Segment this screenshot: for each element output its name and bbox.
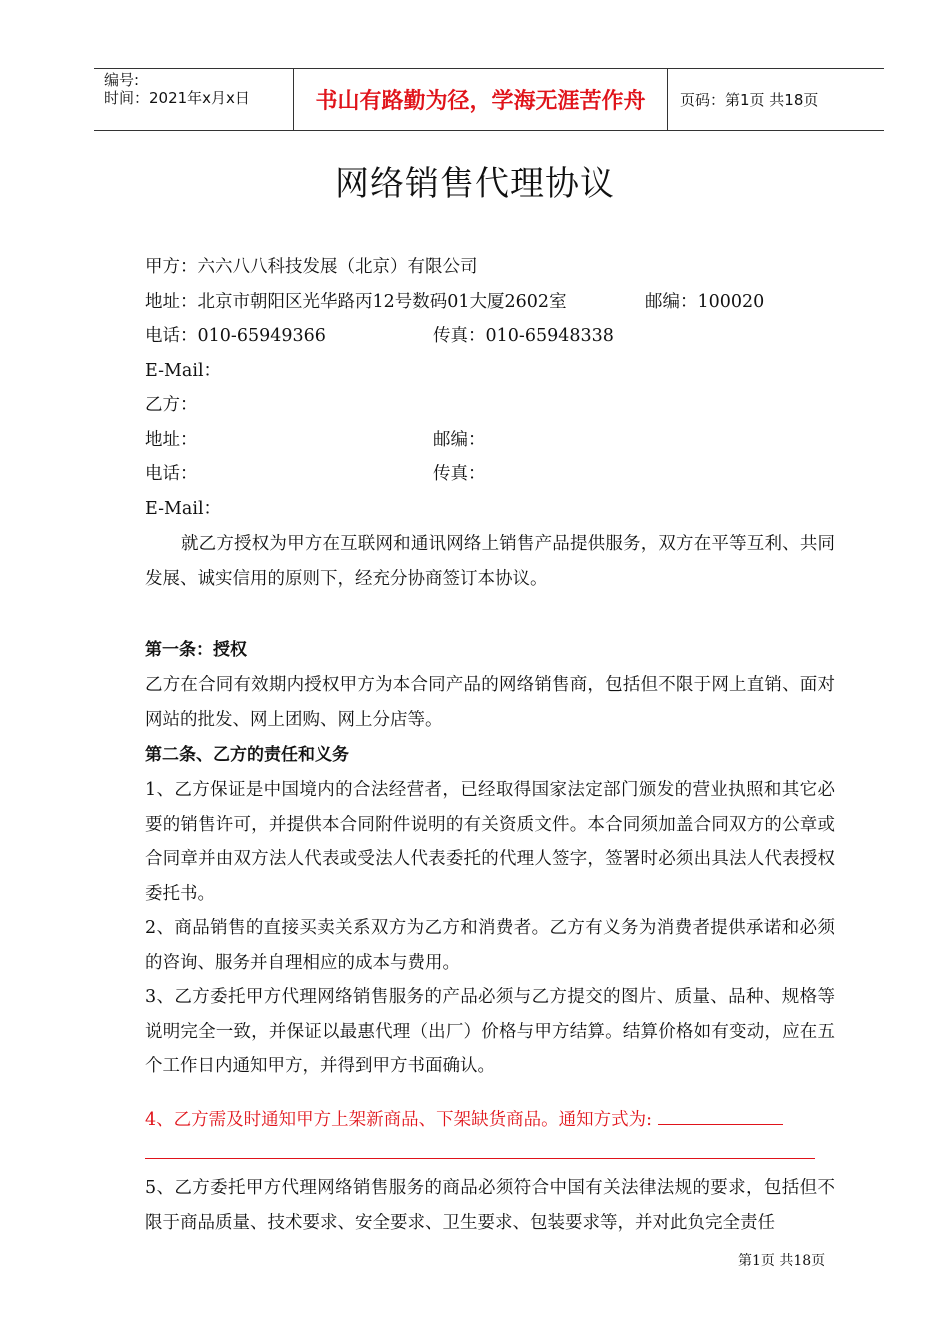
article2-item3: 3、乙方委托甲方代理网络销售服务的产品必须与乙方提交的图片、质量、品种、规格等说明完全一致，并保证以最惠代理（出厂）价格与甲方结算。结算价格如有变动，应在五个工作日内通知甲方，并得到甲方书面确认。 xyxy=(145,987,835,1076)
header-page-info: 页码：第1页 共18页 xyxy=(680,91,819,109)
notice-method-blank[interactable] xyxy=(658,1106,783,1125)
party-b-name: 乙方： xyxy=(145,395,198,415)
time-label: 时间：2021年x月x日 xyxy=(104,89,250,107)
party-a-contact-row xyxy=(145,319,845,354)
article2-item5: 5、乙方委托甲方代理网络销售服务的商品必须符合中国有关法律法规的要求，包括但不限于商品质量、技术要求、安全要求、卫生要求、包装要求等，并对此负完全责任 xyxy=(145,1178,835,1233)
article2-item1: 1、乙方保证是中国境内的合法经营者，已经取得国家法定部门颁发的营业执照和其它必要的销售许可，并提供本合同附件说明的有关资质文件。本合同须加盖合同双方的公章或合同章并由双方法人代表或受法人代表委托的代理人签字，签署时必须出具法人代表授权委托书。 xyxy=(145,780,835,904)
party-b-email: E-Mail： xyxy=(145,498,222,519)
article2-item4: 4、乙方需及时通知甲方上架新商品、下架缺货商品。通知方式为: xyxy=(145,1110,653,1130)
article1-heading: 第一条：授权 xyxy=(145,640,247,660)
article2-item2: 2、商品销售的直接买卖关系双方为乙方和消费者。乙方有义务为消费者提供承诺和必须的咨询、服务并自理相应的成本与费用。 xyxy=(145,918,835,973)
header-motto: 书山有路勤为径，学海无涯苦作舟 xyxy=(294,69,668,130)
intro-paragraph: 就乙方授权为甲方在互联网和通讯网络上销售产品提供服务，双方在平等互利、共同发展、诚实信用的原则下，经充分协商签订本协议。 xyxy=(145,534,835,589)
document-title: 网络销售代理协议 xyxy=(335,164,615,204)
article1-text: 乙方在合同有效期内授权甲方为本合同产品的网络销售商，包括但不限于网上直销、面对网站的批发、网上团购、网上分店等。 xyxy=(145,675,835,730)
party-a-email: E-Mail： xyxy=(145,360,222,381)
parties-block xyxy=(145,250,845,526)
party-b-phone: 电话： xyxy=(145,464,198,484)
article2-heading: 第二条、乙方的责任和义务 xyxy=(145,745,349,765)
page-header xyxy=(94,68,884,131)
party-a-name: 甲方：六六八八科技发展（北京）有限公司 xyxy=(145,257,478,277)
party-a-address-row xyxy=(145,285,845,320)
page-footer: 第1页 共18页 xyxy=(738,1253,826,1269)
party-a-phone: 电话：010-65949366 xyxy=(145,326,326,346)
party-a-postcode: 邮编：100020 xyxy=(645,291,765,312)
party-b-contact-row xyxy=(145,457,845,492)
party-a-fax: 传真：010-65948338 xyxy=(433,326,614,346)
header-meta xyxy=(94,69,294,130)
party-b-address-row xyxy=(145,423,845,458)
red-fill-line xyxy=(145,1158,815,1159)
party-b-address: 地址： xyxy=(145,429,198,450)
article2-item4-row xyxy=(145,1103,835,1138)
serial-label: 编号: xyxy=(104,71,140,89)
party-b-postcode: 邮编： xyxy=(433,429,486,450)
party-b-fax: 传真： xyxy=(433,464,486,484)
party-a-address: 地址：北京市朝阳区光华路丙12号数码01大厦2602室 xyxy=(145,291,567,312)
